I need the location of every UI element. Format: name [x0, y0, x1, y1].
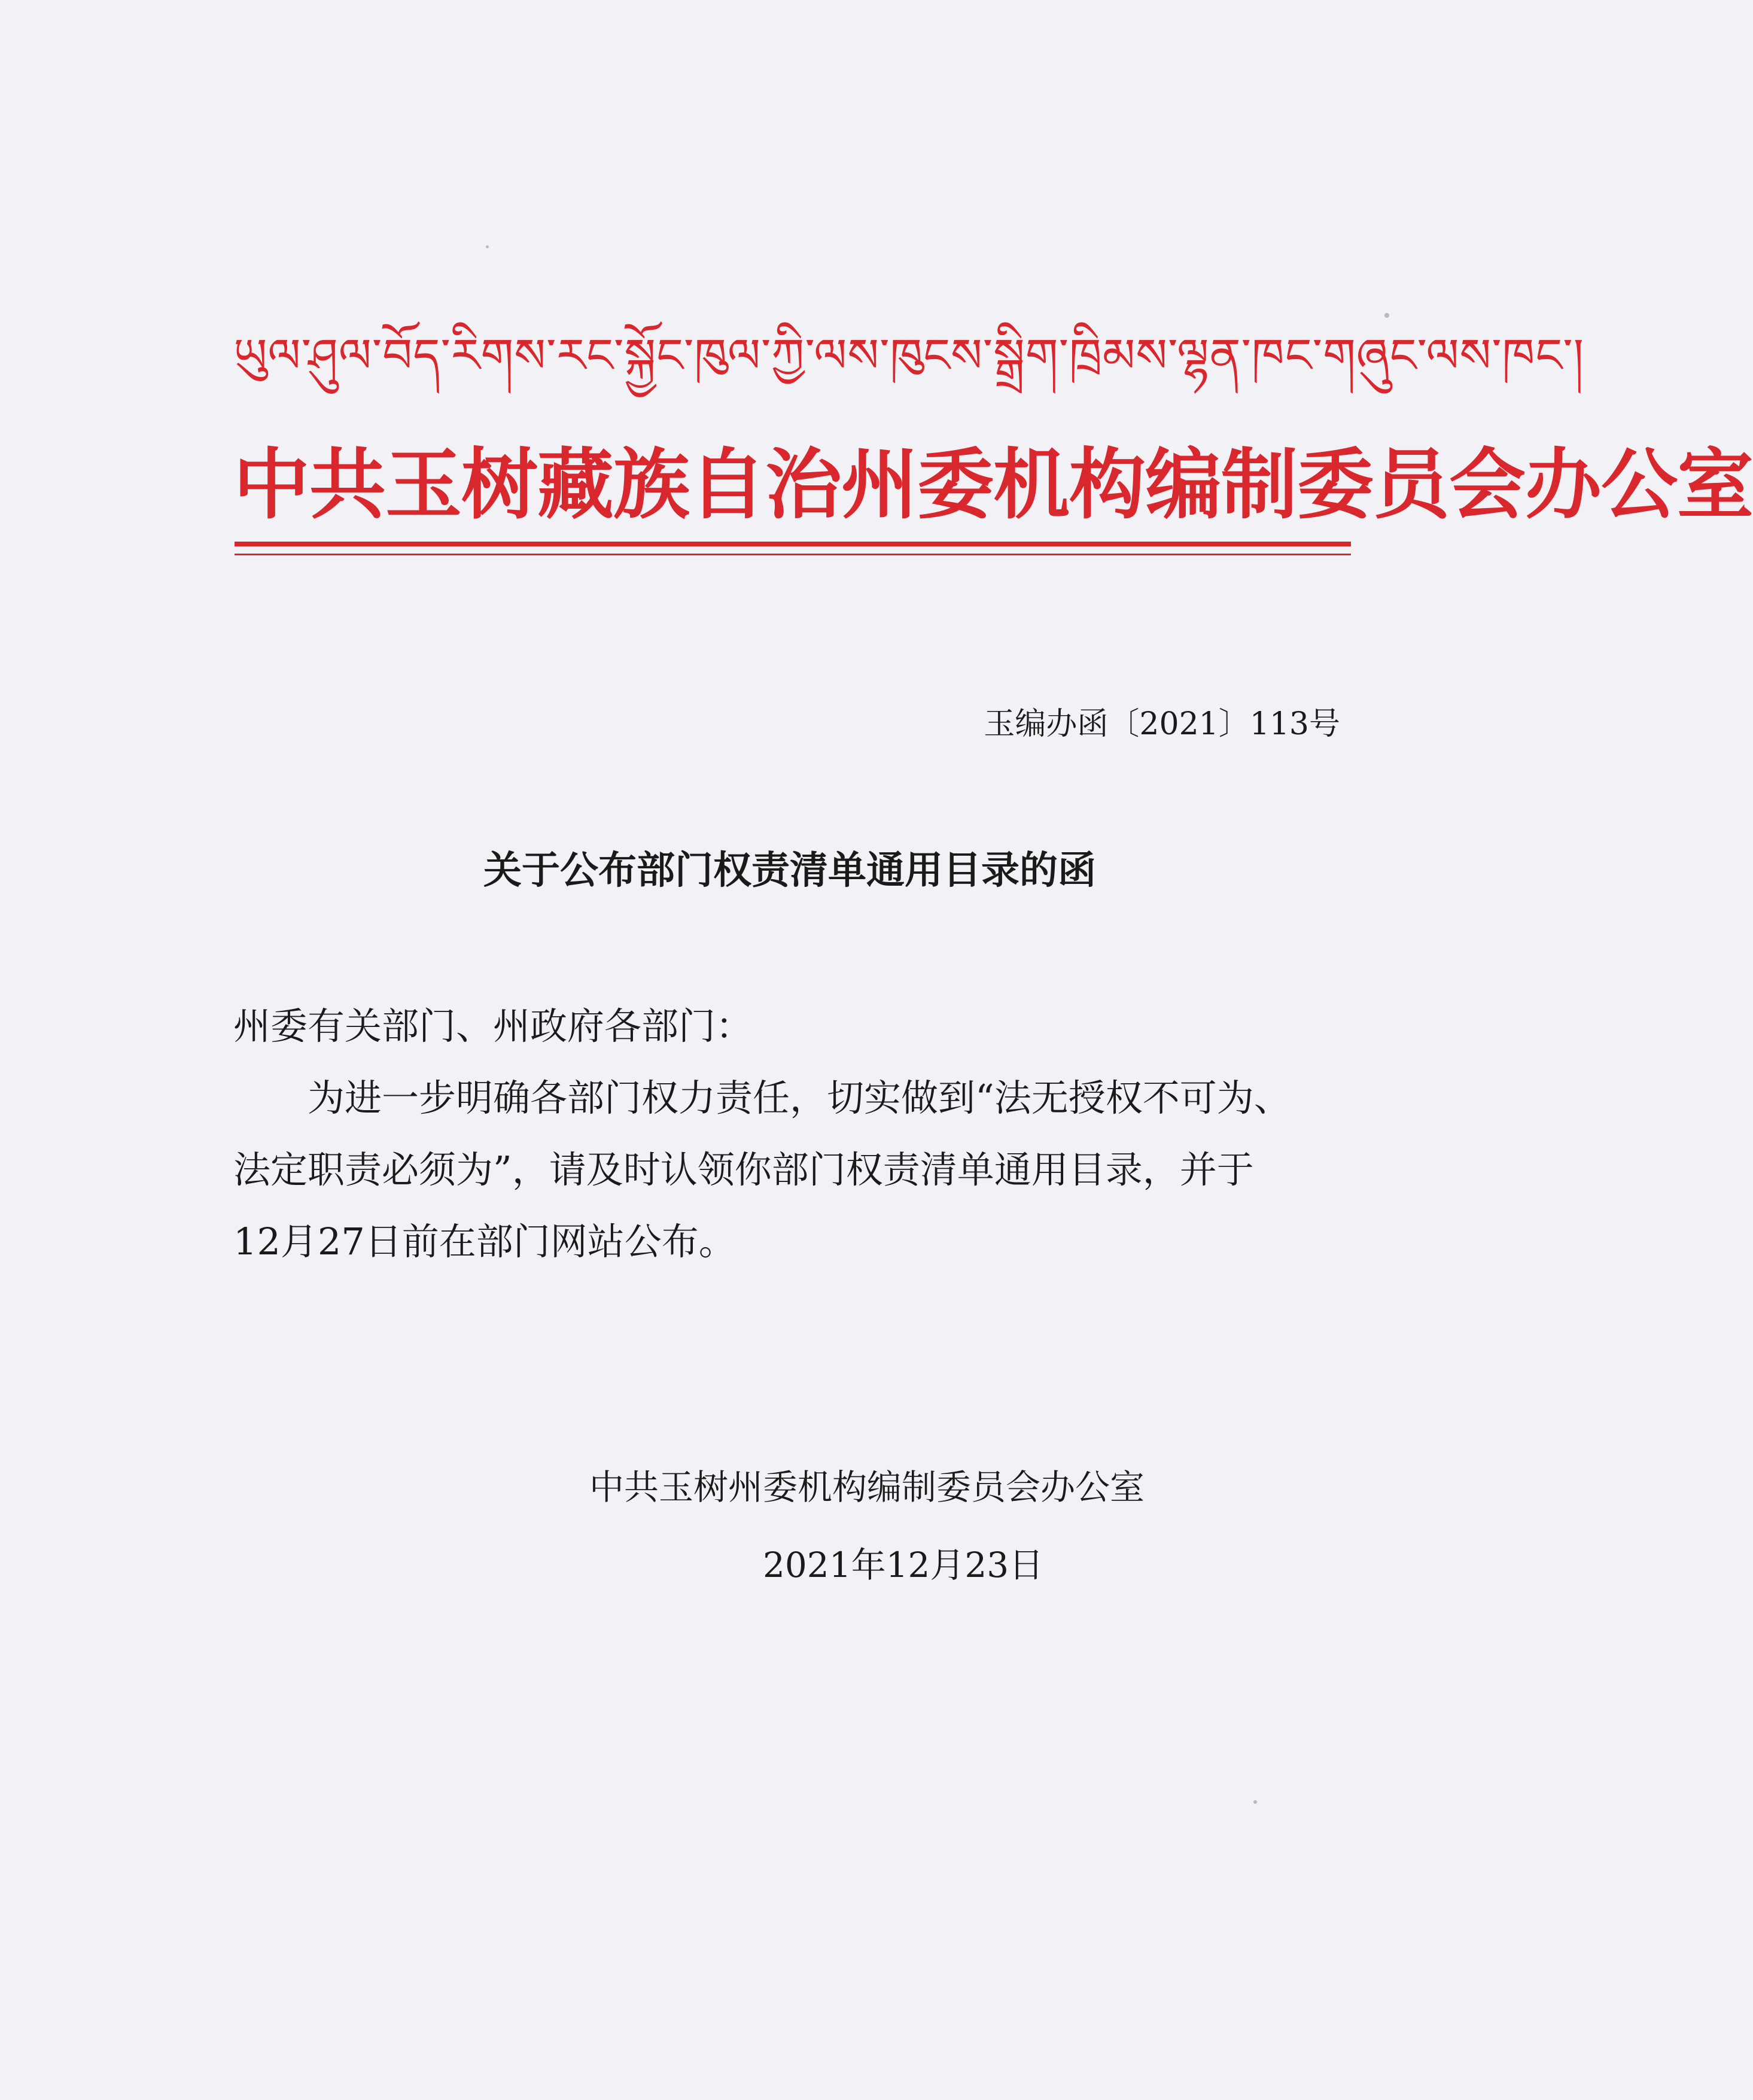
scan-speck — [1253, 1800, 1257, 1804]
body-line-1: 为进一步明确各部门权力责任，切实做到“法无授权不可为、 — [308, 1076, 1291, 1120]
body-paragraph — [233, 1062, 1346, 1278]
scan-speck — [486, 245, 489, 248]
tibetan-office-name: ཡུལ་ཤུལ་བོད་རིགས་རང་སྐྱོང་ཁུལ་ཀྱི་ལས་ཁུངས་སྒྲིག་ཁྲིམས་ལྷན་ཁང་གཞུང་ལས་ཁང་། — [233, 329, 1584, 383]
issuing-office-title: 中共玉树藏族自治州委机构编制委员会办公室 — [233, 440, 1753, 530]
document-title: 关于公布部门权责清单通用目录的函 — [483, 848, 1096, 893]
red-header-rule-thick — [235, 542, 1351, 546]
red-header-rule-thin — [235, 554, 1351, 555]
body-line-2: 法定职责必须为”，请及时认领你部门权责清单通用目录，并于 — [233, 1148, 1254, 1192]
body-line-3: 12月27日前在部门网站公布。 — [233, 1220, 736, 1263]
salutation: 州委有关部门、州政府各部门： — [233, 1004, 753, 1048]
document-number: 玉编办函〔2021〕113号 — [984, 706, 1340, 742]
scan-speck — [1384, 313, 1389, 318]
signature-date: 2021年12月23日 — [763, 1545, 1044, 1585]
signature-organization: 中共玉树州委机构编制委员会办公室 — [589, 1467, 1145, 1508]
